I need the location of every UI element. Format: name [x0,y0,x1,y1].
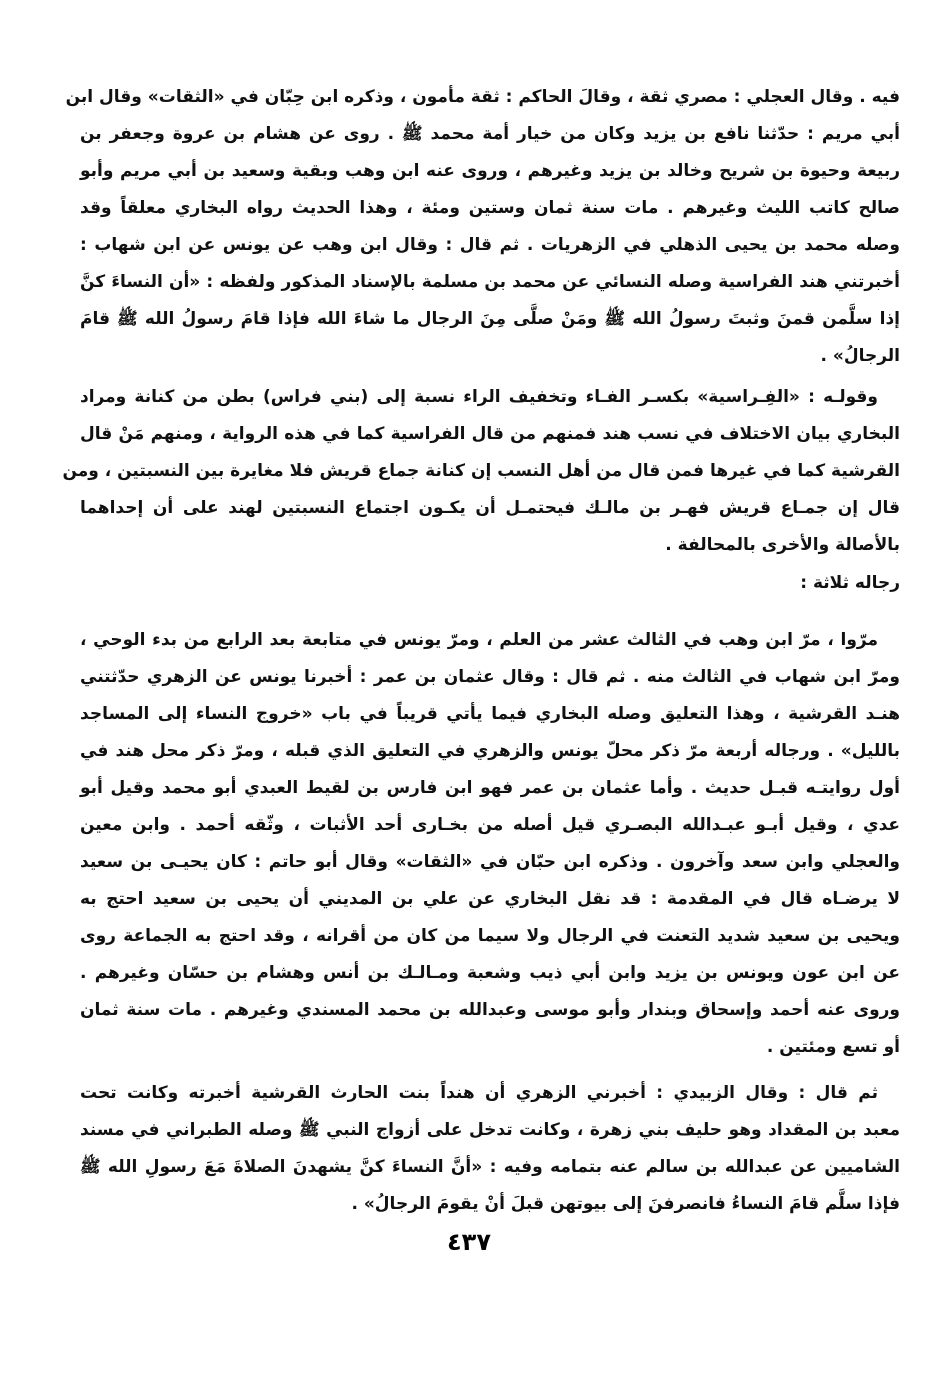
text-line: الرجالُ» . [820,346,900,366]
text-line: الشاميين عن عبدالله بن سالم عنه بتمامه وفيه : «أنَّ النساءَ كنَّ يشهدنَ الصلاةَ مَعَ رسولِ الله ﷺ [80,1157,900,1177]
text-line: بالأصالة والأخرى بالمحالفة . [665,535,900,555]
text-line: هنـد القرشية ، وهذا التعليق وصله البخاري فيما يأتي قريباً في باب «خروج النساء إلى المساجد [80,704,900,724]
text-line: أول روايتـه قبـل حديث . وأما عثمان بن عمر فهو ابن فارس بن لقيط العبدي أبو محمد وقيل أبو [80,778,900,798]
text-line: أو تسع ومئتين . [766,1037,900,1057]
text-line: وصله محمد بن يحيى الذهلي في الزهريات . ثم قال : وقال ابن وهب عن يونس عن ابن شهاب : [80,235,900,255]
text-line: قال إن جمـاع قريش فهـر بن مالـك فيحتمـل أن يكـون اجتماع النسبتين لهند على أن إحداهما [80,498,900,518]
page-number: ٤٣٧ [447,1228,491,1256]
text-line: ربيعة وحيوة بن شريح وخالد بن يزيد وغيرهم ، وروى عنه ابن وهب وبقية وسعيد بن أبي مريم وأبو [80,161,900,181]
section-heading: رجاله ثلاثة : [800,573,900,593]
text-line: لا يرضـاه قال في المقدمة : قد نقل البخاري عن علي بن المديني أن يحيى بن سعيد احتج به [80,889,900,909]
paragraph-1 [65,79,900,375]
text-line: ومرّ ابن شهاب في الثالث منه . ثم قال : وقال عثمان بن عمر : أخبرنا يونس عن الزهري حدّثتني [80,667,900,687]
text-line: بالليل» . ورجاله أربعة مرّ ذكر محلّ يونس والزهري في التعليق الذي قبله ، ومرّ ذكر محل هند في [80,741,900,761]
text-line: وروى عنه أحمد وإسحاق وبندار وأبو موسى وعبدالله بن محمد المسندي وغيرهم . مات سنة ثمان [80,1000,900,1020]
text-line: مرّوا ، مرّ ابن وهب في الثالث عشر من العلم ، ومرّ يونس في متابعة بعد الرابع من بدء الوحي ، [80,630,878,650]
text-line: عدي ، وقيل أبـو عبـدالله البصـري قيل أصله من بخـارى أحد الأثبات ، وثّقه أحمد . وابن معين [80,815,900,835]
paragraph-4 [80,1075,900,1223]
text-line: فإذا سلَّم قامَ النساءُ فانصرفنَ إلى بيوتهن قبلَ أنْ يقومَ الرجالُ» . [351,1194,900,1214]
text-line: ثم قال : وقال الزبيدي : أخبرني الزهري أن هنداً بنت الحارث القرشية أخبرته وكانت تحت [80,1083,878,1103]
text-line: والعجلي وابن سعد وآخرون . وذكره ابن حبّان في «الثقات» وقال أبو حاتم : كان يحيـى بن سعيد [80,852,900,872]
text-line: معبد بن المقداد وهو حليف بني زهرة ، وكانت تدخل على أزواج النبي ﷺ وصله الطبراني في مسند [80,1120,900,1140]
text-line: فيه . وقال العجلي : مصري ثقة ، وقالَ الحاكم : ثقة مأمون ، وذكره ابن حِبّان في «الثقات» وقال ابن [65,87,900,107]
paragraph-3 [80,622,900,1066]
paragraph-2 [62,379,900,564]
text-line: القرشية كما في غيرها فمن قال من أهل النسب إن كنانة جماع قريش فلا مغايرة بين النسبتين ، ومن [62,461,900,481]
text-line: عن ابن عون ويونس بن يزيد وابن أبي ذيب وشعبة ومـالـك بن أنس وهشام بن حسّان وغيرهم . [80,963,900,983]
text-line: أبي مريم : حدّثنا نافع بن يزيد وكان من خيار أمة محمد ﷺ . روى عن هشام بن عروة وجعفر بن [80,124,900,144]
text-line: وقولـه : «الفِـراسية» بكسـر الفـاء وتخفيف الراء نسبة إلى (بني فراس) بطن من كنانة ومراد [80,387,878,407]
text-line: إذا سلَّمن قمنَ وثبتَ رسولُ الله ﷺ ومَنْ صلَّى مِنَ الرجال ما شاءَ الله فإذا قامَ رسولُ الله ﷺ قامَ [80,309,900,329]
text-line: البخاري بيان الاختلاف في نسب هند فمنهم من قال الفراسية كما في هذه الرواية ، ومنهم مَنْ قال [80,424,900,444]
text-line: ويحيى بن سعيد شديد التعنت في الرجال ولا سيما من كان من أقرانه ، وقد احتج به الجماعة روى [80,926,900,946]
text-line: صالح كاتب الليث وغيرهم . مات سنة ثمان وستين ومئة ، وهذا الحديث رواه البخاري معلقاً وقد [80,198,900,218]
text-line: أخبرتني هند الفراسية وصله النسائي عن محمد بن مسلمة بالإسناد المذكور ولفظه : «أن النساءَ كنَّ [80,272,900,292]
page-body [62,79,900,1223]
